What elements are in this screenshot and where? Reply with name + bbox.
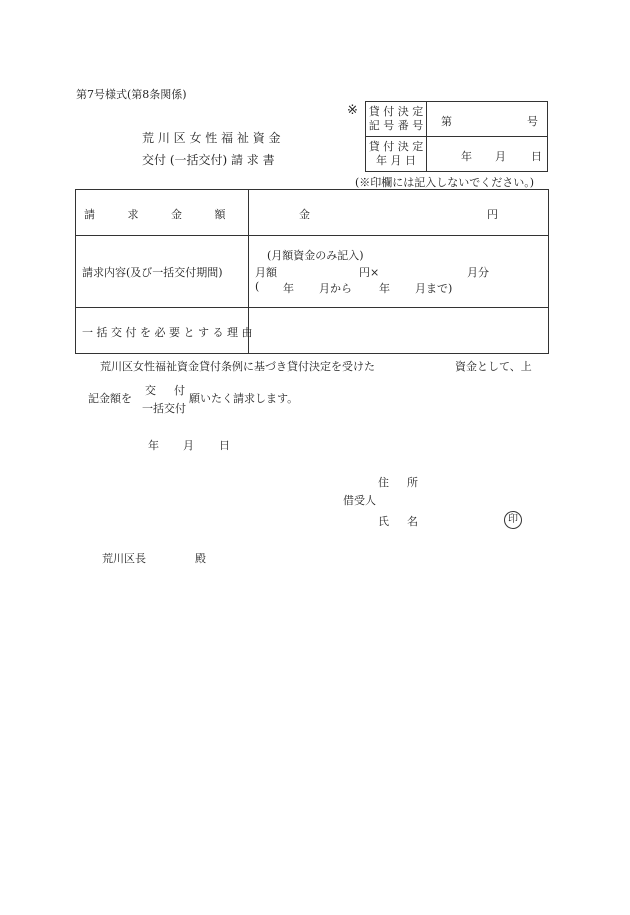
request-details-label-cell — [76, 236, 249, 308]
decision-number-label — [366, 102, 427, 137]
requested-amount-label-cell — [76, 190, 249, 236]
date-year: 年 — [461, 150, 472, 163]
address-label: 住 所 — [378, 476, 418, 489]
decision-number-field[interactable] — [427, 102, 548, 137]
number-prefix: 第 — [441, 115, 452, 128]
period-year2: 年 — [379, 282, 390, 295]
body-line2-b: 願いたく請求します。 — [189, 392, 299, 405]
requested-amount-label: 請 求 金 額 — [84, 208, 226, 221]
date-line-month: 月 — [183, 439, 194, 452]
date-line-day: 日 — [219, 439, 230, 452]
body-line2-a: 記金額を — [88, 392, 132, 405]
addressee-name: 荒川区長 — [102, 552, 146, 565]
decision-date-field[interactable] — [427, 137, 548, 172]
name-label: 氏 名 — [378, 515, 418, 528]
seal-icon: 印 — [504, 511, 522, 529]
monthly-only-note: (月額資金のみ記入) — [267, 249, 364, 262]
borrower-label: 借受人 — [343, 494, 376, 507]
option-issuance: 交 付 — [145, 384, 185, 397]
date-month: 月 — [495, 150, 506, 163]
number-suffix: 号 — [527, 115, 538, 128]
request-details-field[interactable] — [249, 236, 549, 308]
monthly-amount-label: 月額 — [255, 266, 277, 279]
office-use-mark: ※ — [347, 103, 358, 118]
seal-note: (※印欄には記入しないでください。) — [355, 176, 535, 189]
decision-date-label-1: 貸 付 決 定 — [368, 140, 424, 153]
amount-suffix: 円 — [487, 208, 498, 221]
option-lump-sum: 一括交付 — [142, 402, 186, 415]
lump-sum-reason-label: 一 括 交 付 を 必 要 と す る 理 由 — [82, 326, 253, 339]
date-day: 日 — [531, 150, 542, 163]
addressee-honorific: 殿 — [195, 552, 206, 565]
form-number: 第7号様式(第8条関係) — [76, 88, 187, 101]
yen-times: 円× — [359, 266, 380, 279]
form-title-line1: 荒 川 区 女 性 福 祉 資 金 — [142, 131, 281, 145]
lump-sum-reason-field[interactable] — [249, 308, 549, 354]
decision-date-label-2: 年 月 日 — [376, 154, 416, 167]
amount-prefix: 金 — [299, 208, 310, 221]
decision-date-label — [366, 137, 427, 172]
period-year1: 年 — [283, 282, 294, 295]
period-open: ( — [255, 280, 260, 293]
period-until: 月まで) — [415, 282, 453, 295]
decision-number-label-1: 貸 付 決 定 — [368, 105, 424, 118]
decision-number-label-2: 記 号 番 号 — [368, 119, 424, 132]
main-table — [75, 189, 549, 354]
months-unit: 月分 — [467, 266, 489, 279]
body-line1-a: 荒川区女性福祉資金貸付条例に基づき貸付決定を受けた — [100, 360, 375, 373]
period-from: 月から — [319, 282, 352, 295]
body-line1-b: 資金として、上 — [455, 360, 532, 373]
request-details-label: 請求内容(及び一括交付期間) — [82, 266, 223, 279]
requested-amount-field[interactable] — [249, 190, 549, 236]
office-use-box — [365, 101, 548, 172]
lump-sum-reason-label-cell — [76, 308, 253, 354]
form-title-line2: 交付 (一括交付) 請 求 書 — [142, 153, 275, 167]
date-line-year: 年 — [148, 439, 159, 452]
